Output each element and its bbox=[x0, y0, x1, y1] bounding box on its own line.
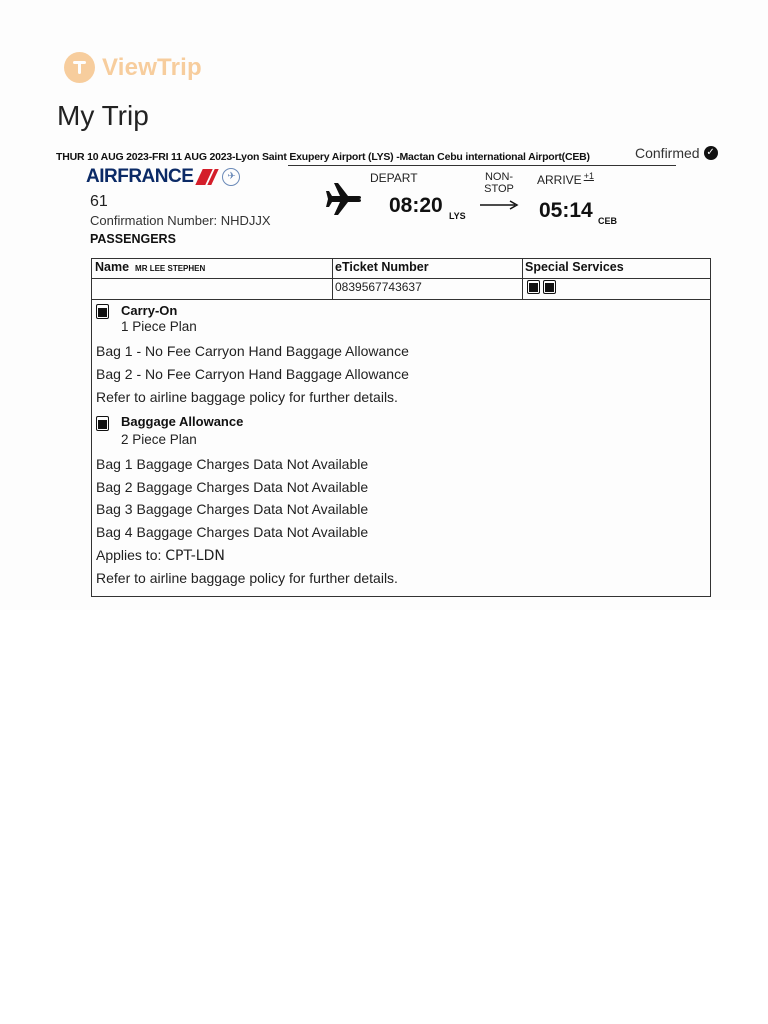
depart-airport-code: LYS bbox=[449, 211, 466, 221]
stops-label bbox=[476, 171, 522, 195]
checked-bag-icon bbox=[96, 416, 109, 431]
baggage-allowance-title: Baggage Allowance bbox=[121, 414, 244, 429]
carry-on-line: Bag 2 - No Fee Carryon Hand Baggage Allowance bbox=[96, 366, 409, 382]
baggage-line: Bag 1 Baggage Charges Data Not Available bbox=[96, 456, 369, 472]
booking-status bbox=[635, 145, 718, 161]
baggage-allowance-plan: 2 Piece Plan bbox=[121, 432, 197, 447]
carry-on-plan: 1 Piece Plan bbox=[121, 319, 197, 334]
airline-logo bbox=[86, 166, 240, 188]
baggage-icon bbox=[527, 280, 540, 294]
arrive-time: 05:14 bbox=[539, 199, 593, 222]
confirmation-number: Confirmation Number: NHDJJX bbox=[90, 213, 271, 228]
brand-header[interactable] bbox=[64, 52, 202, 83]
baggage-policy: Refer to airline baggage policy for further details. bbox=[96, 570, 398, 586]
passenger-table bbox=[91, 258, 711, 300]
baggage-line: Bag 4 Baggage Charges Data Not Available bbox=[96, 524, 369, 540]
baggage-icon bbox=[543, 280, 556, 294]
stops-line-2: STOP bbox=[484, 183, 514, 195]
passengers-heading: PASSENGERS bbox=[90, 232, 176, 246]
viewtrip-logo-icon bbox=[64, 52, 95, 83]
column-divider bbox=[332, 259, 333, 299]
arrive-label-text: ARRIVE bbox=[537, 173, 582, 187]
day-offset: +1 bbox=[583, 171, 594, 181]
applies-to-route: CPT-LDN bbox=[165, 548, 225, 564]
carry-on-policy: Refer to airline baggage policy for further details. bbox=[96, 389, 398, 405]
check-circle-icon: ✓ bbox=[704, 146, 718, 160]
carry-on-title: Carry-On bbox=[121, 303, 178, 318]
column-divider bbox=[522, 259, 523, 299]
arrive-label bbox=[537, 171, 594, 187]
carry-on-bag-icon bbox=[96, 304, 109, 319]
stops-line-1: NON- bbox=[484, 171, 514, 183]
page-title: My Trip bbox=[57, 100, 149, 131]
baggage-line: Bag 3 Baggage Charges Data Not Available bbox=[96, 501, 369, 517]
arrow-right-icon bbox=[479, 199, 519, 211]
baggage-line: Bag 2 Baggage Charges Data Not Available bbox=[96, 479, 369, 495]
applies-to-label: Applies to: bbox=[96, 547, 162, 563]
name-header-label: Name bbox=[95, 260, 130, 274]
services-header: Special Services bbox=[525, 260, 624, 274]
applies-to bbox=[96, 547, 225, 564]
status-label: Confirmed bbox=[635, 145, 700, 161]
eticket-number: 0839567743637 bbox=[335, 280, 422, 294]
trip-summary bbox=[56, 151, 590, 163]
airline-emblem-icon: ✈ bbox=[222, 168, 240, 186]
flight-number: 61 bbox=[90, 193, 108, 210]
depart-label: DEPART bbox=[370, 171, 418, 185]
depart-time: 08:20 bbox=[389, 194, 443, 217]
trip-summary-text: THUR 10 AUG 2023-FRI 11 AUG 2023-Lyon Saint Exupery Airport (LYS) -Mactan Cebu international Airport(CEB) bbox=[56, 151, 590, 163]
passenger-name: MR LEE STEPHEN bbox=[135, 264, 206, 273]
trip-summary-divider bbox=[288, 165, 676, 166]
eticket-header: eTicket Number bbox=[335, 260, 429, 274]
airplane-icon bbox=[324, 180, 362, 218]
carry-on-line: Bag 1 - No Fee Carryon Hand Baggage Allowance bbox=[96, 343, 409, 359]
baggage-details bbox=[91, 300, 711, 597]
brand-name: ViewTrip bbox=[102, 53, 202, 81]
name-header bbox=[95, 260, 205, 274]
airline-name: AIRFRANCE bbox=[86, 166, 194, 187]
arrive-airport-code: CEB bbox=[598, 216, 618, 226]
